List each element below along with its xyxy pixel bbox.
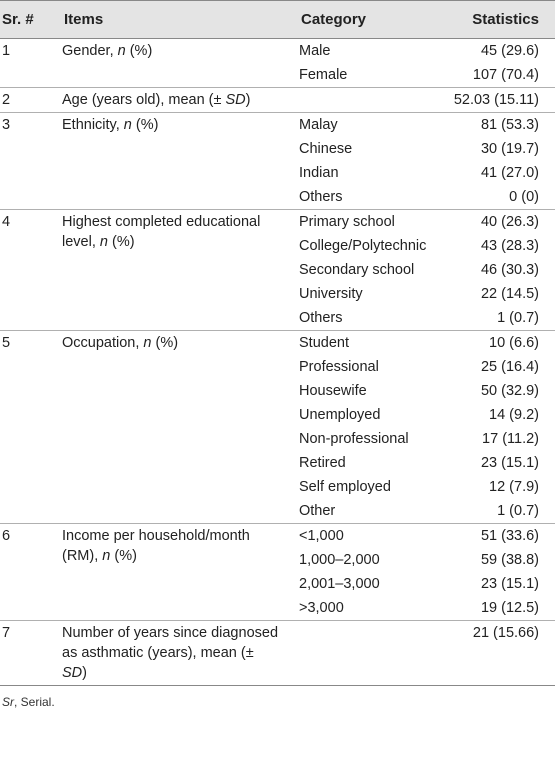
statistics-cell: 22 (14.5): [480, 286, 539, 302]
category-cell: Indian: [299, 165, 339, 181]
serial-number-cell: 2: [0, 88, 62, 113]
italic-text: n: [143, 335, 152, 351]
text-segment: (%): [125, 43, 153, 59]
statistics-cell: 40 (26.3): [451, 210, 555, 235]
table-row: [0, 210, 555, 235]
category-cell: Unemployed: [299, 407, 381, 423]
text-segment: ): [245, 92, 251, 108]
statistics-cell: 45 (29.6): [451, 39, 555, 64]
text-segment: ): [82, 665, 87, 681]
text-segment: Occupation,: [62, 335, 144, 351]
statistics-cell: 52.03 (15.11): [451, 88, 555, 113]
statistics-cell: 41 (27.0): [480, 165, 539, 181]
category-cell: 2,001–3,000: [299, 576, 380, 592]
category-cell: Other: [299, 503, 336, 519]
category-cell: Malay: [299, 113, 451, 138]
statistics-cell: 30 (19.7): [480, 141, 539, 157]
table-row: [0, 113, 555, 138]
category-cell: Male: [299, 39, 451, 64]
text-segment: (%): [110, 548, 137, 564]
category-cell: Primary school: [299, 210, 451, 235]
item-cell: [62, 524, 299, 621]
statistics-cell: 17 (11.2): [482, 431, 539, 447]
header-statistics: Statistics: [451, 1, 555, 39]
category-cell: Others: [299, 310, 343, 326]
statistics-cell: 51 (33.6): [451, 524, 555, 549]
category-cell: Self employed: [299, 479, 391, 495]
serial-number-cell: 6: [0, 524, 62, 621]
header-category: Category: [299, 1, 451, 39]
italic-text: n: [123, 117, 132, 133]
item-cell: [62, 331, 299, 524]
serial-number-cell: 4: [0, 210, 62, 331]
category-cell: University: [299, 286, 363, 302]
text-segment: (%): [131, 117, 159, 133]
category-cell: Secondary school: [299, 262, 415, 278]
category-cell: Others: [299, 189, 343, 205]
statistics-cell: 46 (30.3): [480, 262, 539, 278]
category-cell: Female: [299, 67, 348, 83]
category-cell: Non-professional: [299, 431, 409, 447]
italic-text: n: [117, 43, 126, 59]
text-segment: Highest completed educational level,: [62, 214, 261, 250]
italic-text: SD: [225, 92, 246, 108]
statistics-cell: 19 (12.5): [480, 600, 539, 616]
text-segment: (%): [151, 335, 179, 351]
item-cell: [62, 210, 299, 331]
table-body: [0, 39, 555, 686]
table-row: [0, 524, 555, 549]
italic-text: n: [99, 234, 108, 250]
statistics-cell: 14 (9.2): [489, 407, 539, 423]
category-cell: Chinese: [299, 141, 353, 157]
item-cell: [62, 39, 299, 88]
category-cell: <1,000: [299, 524, 451, 549]
header-sr: Sr. #: [0, 1, 62, 39]
table-footnote: [0, 695, 555, 709]
italic-text: SD: [62, 665, 83, 681]
statistics-cell: 0 (0): [509, 189, 539, 205]
statistics-cell: 25 (16.4): [480, 359, 539, 375]
serial-number-cell: 5: [0, 331, 62, 524]
table-row: [0, 88, 555, 113]
serial-number-cell: 1: [0, 39, 62, 88]
text-segment: Gender,: [62, 43, 118, 59]
statistics-cell: 59 (38.8): [480, 552, 539, 568]
table-row: [0, 331, 555, 356]
statistics-cell: 12 (7.9): [489, 479, 539, 495]
text-segment: Income per household/month (RM),: [62, 528, 250, 564]
category-cell: [299, 88, 451, 113]
category-cell: Housewife: [299, 383, 367, 399]
serial-number-cell: 7: [0, 621, 62, 686]
italic-text: n: [102, 548, 111, 564]
item-cell: [62, 88, 299, 113]
item-cell: [62, 113, 299, 210]
statistics-cell: 107 (70.4): [472, 67, 539, 83]
table-row: [0, 621, 555, 686]
header-row: [0, 1, 555, 39]
text-segment: Number of years since diagnosed as asthmatic (years), mean (±: [62, 625, 279, 661]
table-row: [0, 39, 555, 64]
statistics-cell: 21 (15.66): [451, 621, 555, 686]
italic-text: Sr: [2, 695, 14, 709]
statistics-cell: 23 (15.1): [480, 576, 539, 592]
text-segment: Age (years old), mean (±: [62, 92, 226, 108]
text-segment: (%): [107, 234, 135, 250]
statistics-cell: 1 (0.7): [497, 310, 539, 326]
header-items: Items: [62, 1, 299, 39]
category-cell: >3,000: [299, 600, 344, 616]
statistics-cell: 10 (6.6): [451, 331, 555, 356]
category-cell: College/Polytechnic: [299, 238, 427, 254]
category-cell: Student: [299, 331, 451, 356]
category-cell: 1,000–2,000: [299, 552, 380, 568]
statistics-cell: 23 (15.1): [480, 455, 539, 471]
statistics-cell: 50 (32.9): [480, 383, 539, 399]
item-cell: [62, 621, 299, 686]
statistics-cell: 1 (0.7): [497, 503, 539, 519]
text-segment: , Serial.: [14, 695, 55, 709]
category-cell: Retired: [299, 455, 346, 471]
category-cell: [299, 621, 451, 686]
serial-number-cell: 3: [0, 113, 62, 210]
statistics-cell: 43 (28.3): [480, 238, 539, 254]
text-segment: Ethnicity,: [62, 117, 124, 133]
category-cell: Professional: [299, 359, 379, 375]
statistics-cell: 81 (53.3): [451, 113, 555, 138]
